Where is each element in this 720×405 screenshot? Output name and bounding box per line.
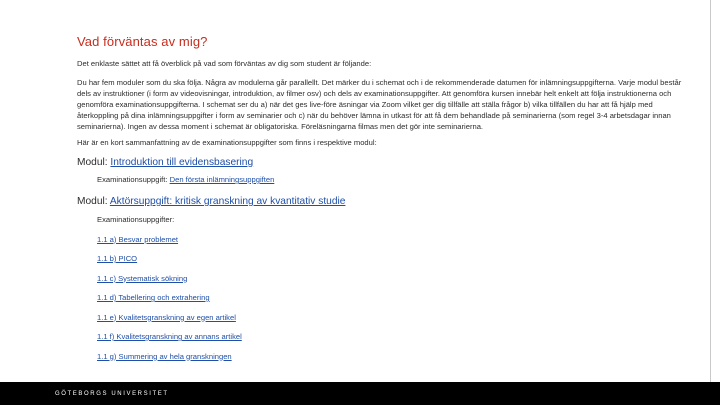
module-prefix: Modul: (77, 196, 110, 207)
task-link-1e[interactable]: 1.1 e) Kvalitetsgranskning av egen artikel (97, 312, 236, 322)
module-link-critical-review[interactable]: Aktörsuppgift: kritisk granskning av kvantitativ studie (109, 196, 346, 207)
module-heading-introduction (77, 156, 693, 169)
list-item (97, 254, 693, 264)
task-link-1a[interactable]: 1.1 a) Besvar problemet (97, 234, 179, 244)
task-link-1f[interactable]: 1.1 f) Kvalitetsgranskning av annans artikel (97, 332, 242, 341)
list-item (97, 274, 693, 284)
exam-label: Examinationsuppgifter: (97, 215, 175, 224)
university-name: GÖTEBORGS UNIVERSITET (55, 391, 169, 397)
list-item (97, 293, 693, 303)
task-link-1d[interactable]: 1.1 d) Tabellering och extrahering (97, 293, 210, 302)
list-item (97, 313, 693, 323)
list-item (97, 352, 693, 362)
intro-paragraph: Det enklaste sättet att få överblick på vad som förväntas av dig som student är följande: (77, 59, 372, 68)
footer-bar (0, 382, 720, 405)
summary-intro-paragraph: Här är en kort sammanfattning av de examinationsuppgifter som finns i respektive modul: (77, 138, 377, 147)
exam-line-introduction (97, 174, 693, 185)
list-item (97, 332, 693, 342)
task-link-1c[interactable]: 1.1 c) Systematisk sökning (97, 273, 188, 283)
list-item (97, 235, 693, 245)
module-heading-critical-review (77, 195, 693, 208)
task-link-1b[interactable]: 1.1 b) PICO (97, 254, 138, 263)
scrollbar-edge (710, 0, 711, 382)
body-paragraph: Du har fem moduler som du ska följa. Några av modulerna går parallellt. Det märker du i schemat och i de rekommenderade datumen för inlämningsuppgifterna. Varje modul består dels av instruktioner (i form av videovisningar, introduktion, av filmer osv) och dels av examinationsuppgifter. Att genomföra kursen innebär helt enkelt att följa instruktionerna och genomföra examinationsuppgifterna. I schemat ser du a) när det ges live-före äsningar via Zoom vilket ger dig tillfälle att ställa frågor b) vilka tillfällen du har att få hjälp med återkoppling på dina inlämningsuppgifter i form av seminarier och c) när du behöver lämna in utkast för att få dem behandlade på seminarierna (som regel 3-4 arbetsdagar innan seminarierna). Ingen av dessa moment i schemat är obligatoriska. Föreläsningarna filmas men det gör inte seminarierna. (77, 78, 682, 131)
page-heading: Vad förväntas av mig? (77, 34, 208, 49)
module-link-introduction[interactable]: Introduktion till evidensbasering (110, 157, 254, 168)
exam-prefix: Examinationsuppgift: (97, 175, 170, 184)
page-content (77, 34, 693, 362)
task-list (97, 235, 693, 362)
module-prefix: Modul: (77, 157, 111, 168)
exam-block-critical-review (97, 214, 693, 362)
task-link-1g[interactable]: 1.1 g) Summering av hela granskningen (97, 351, 232, 361)
exam-link-first-assignment[interactable]: Den första inlämningsuppgiften (169, 175, 275, 184)
